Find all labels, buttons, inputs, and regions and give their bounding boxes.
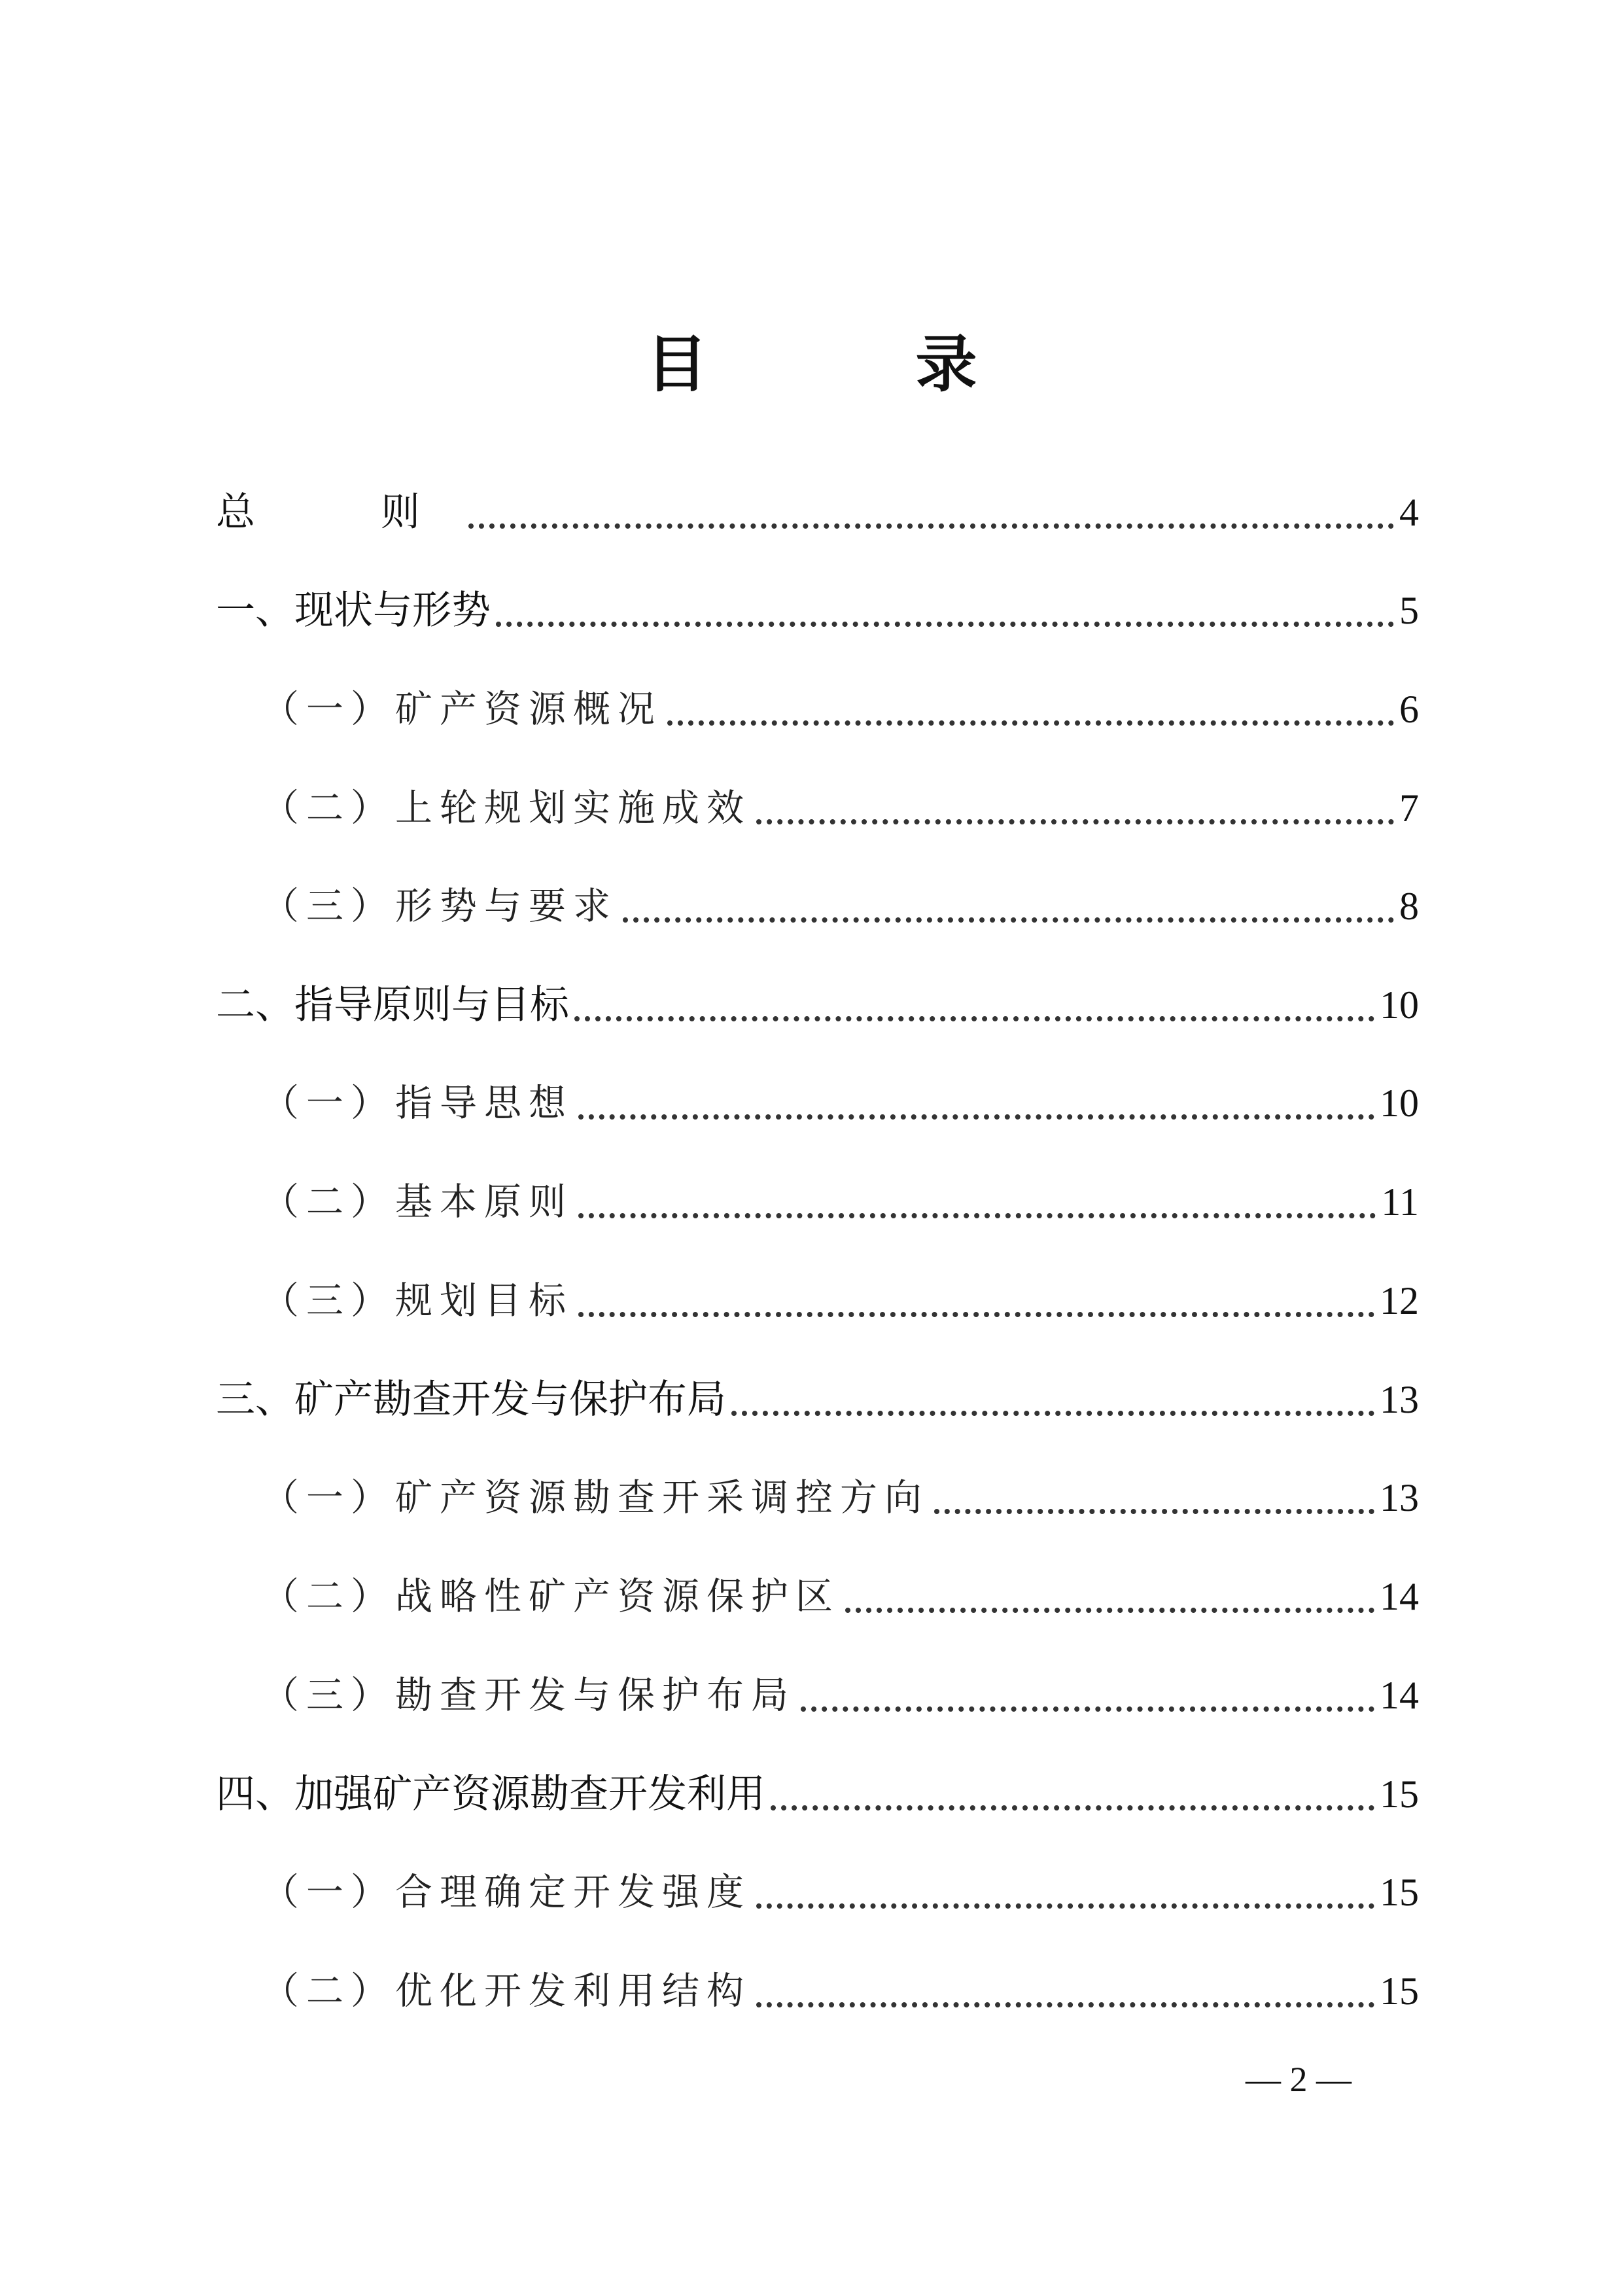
toc-entry-label: （二）战略性矿产资源保护区 [262, 1575, 840, 1618]
toc-entry-page: 12 [1380, 1279, 1419, 1322]
dot-leader [845, 1608, 1374, 1613]
toc-entry[interactable] [262, 877, 1419, 936]
dot-leader [578, 1114, 1374, 1120]
dot-leader [496, 622, 1394, 627]
toc-entry[interactable] [262, 1567, 1419, 1626]
toc-title: 目 录 [646, 329, 1051, 400]
dot-leader [623, 917, 1394, 923]
dot-leader [578, 1312, 1374, 1317]
toc-entry-label: （一）矿产资源勘查开采调控方向 [262, 1476, 929, 1519]
toc-entry[interactable] [262, 779, 1419, 838]
toc-entry[interactable] [262, 680, 1419, 739]
toc-entry-label: （二）优化开发利用结构 [262, 1969, 751, 2013]
toc-entry-page: 7 [1399, 786, 1419, 830]
toc-entry[interactable] [216, 483, 1419, 542]
toc-entry-label: 二、指导原则与目标 [216, 982, 569, 1028]
toc-entry[interactable] [216, 976, 1419, 1034]
toc-entry-page: 6 [1399, 688, 1419, 731]
dot-leader [756, 2002, 1374, 2007]
toc-entry[interactable] [262, 1271, 1419, 1330]
toc-entry-label: （一）矿产资源概况 [262, 688, 662, 731]
toc-entry-label: 总 则 [216, 489, 463, 535]
toc-entry-page: 13 [1380, 1378, 1419, 1421]
toc-entry[interactable] [262, 1468, 1419, 1527]
dot-leader [574, 1016, 1374, 1021]
toc-entry[interactable] [216, 1765, 1419, 1824]
toc-entry-page: 13 [1380, 1476, 1419, 1519]
toc-entry[interactable] [262, 1962, 1419, 2021]
toc-entry-label: （三）规划目标 [262, 1279, 573, 1322]
dot-leader [667, 720, 1394, 726]
toc-entry-page: 10 [1380, 983, 1419, 1027]
toc-entry[interactable] [262, 1173, 1419, 1231]
toc-entry[interactable] [216, 581, 1419, 640]
dot-leader [578, 1213, 1376, 1218]
toc-entry-page: 15 [1380, 1969, 1419, 2013]
toc-entry-page: 11 [1381, 1180, 1419, 1224]
toc-entry[interactable] [216, 1370, 1419, 1429]
toc-entry-page: 10 [1380, 1082, 1419, 1125]
toc-entry[interactable] [262, 1863, 1419, 1922]
dot-leader [756, 1903, 1374, 1909]
toc-entry-page: 15 [1380, 1871, 1419, 1914]
dot-leader [468, 523, 1394, 529]
page-number: — 2 — [1246, 2060, 1352, 2099]
toc-entry-page: 15 [1380, 1773, 1419, 1816]
dot-leader [731, 1411, 1374, 1416]
toc-entry[interactable] [262, 1074, 1419, 1133]
dot-leader [801, 1706, 1374, 1712]
dot-leader [756, 819, 1394, 824]
toc-entry-page: 14 [1380, 1674, 1419, 1717]
toc-entry-label: 一、现状与形势 [216, 588, 491, 633]
toc-entry-label: （一）合理确定开发强度 [262, 1871, 751, 1914]
toc-entry-label: （三）形势与要求 [262, 885, 618, 928]
toc-entry-page: 8 [1399, 885, 1419, 928]
dot-leader [934, 1509, 1374, 1514]
toc-entry-label: （二）基本原则 [262, 1180, 573, 1224]
dot-leader [771, 1805, 1374, 1810]
toc-entry-label: （三）勘查开发与保护布局 [262, 1674, 795, 1717]
toc-entry[interactable] [262, 1666, 1419, 1725]
toc-entry-label: （二）上轮规划实施成效 [262, 786, 751, 830]
toc-entry-label: 三、矿产勘查开发与保护布局 [216, 1377, 726, 1422]
toc-entry-page: 14 [1380, 1575, 1419, 1618]
toc-entry-label: 四、加强矿产资源勘查开发利用 [216, 1771, 765, 1817]
toc-entry-page: 5 [1399, 589, 1419, 632]
toc-entry-label: （一）指导思想 [262, 1082, 573, 1125]
toc-entry-page: 4 [1399, 491, 1419, 534]
